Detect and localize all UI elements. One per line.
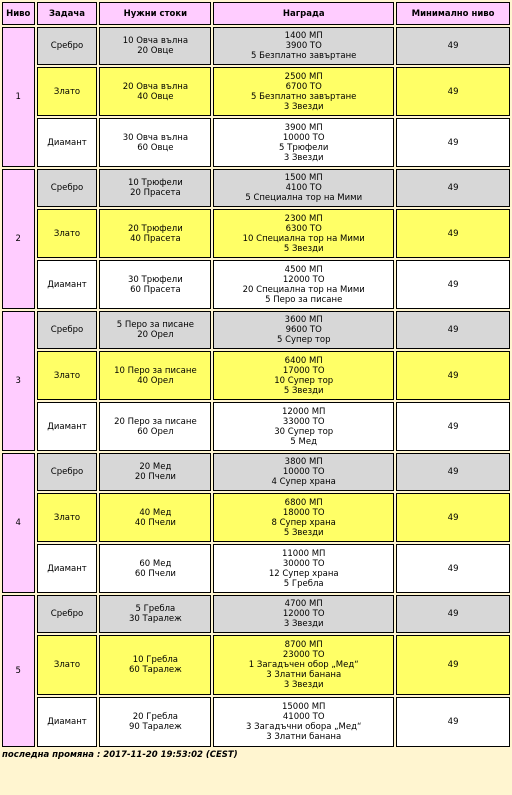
table-row	[2, 260, 510, 309]
reward-line: 1500 МП	[284, 173, 323, 183]
task-cell: Злато	[37, 209, 98, 258]
table-row	[2, 402, 510, 451]
goods-cell	[99, 351, 211, 400]
goods-cell	[99, 635, 211, 695]
reward-line: 3 Звезди	[283, 152, 324, 163]
goods-line: 20 Овце	[137, 46, 174, 56]
reward-cell	[213, 169, 394, 207]
goods-line: 20 Прасета	[130, 188, 181, 198]
reward-line: 6800 МП	[284, 497, 323, 508]
reward-line: 4100 ТО	[285, 183, 322, 193]
reward-line: 10000 ТО	[282, 467, 325, 477]
level-cell: 5	[2, 595, 35, 747]
goods-line: 20 Мед	[139, 462, 172, 472]
reward-line: 12000 МП	[281, 406, 326, 417]
reward-line: 5 Безплатно завъртане	[251, 51, 357, 61]
last-modified: последна промяна : 2017-11-20 19:53:02 (CEST)	[2, 750, 238, 760]
table-row	[2, 209, 510, 258]
reward-line: 5 Звезди	[283, 527, 324, 538]
goods-line: 40 Прасета	[130, 233, 181, 244]
reward-line: 5 Звезди	[283, 385, 324, 396]
goods-line: 30 Таралеж	[128, 614, 182, 624]
header-reward: Награда	[213, 2, 394, 25]
min-level-cell: 49	[396, 27, 510, 65]
reward-line: 5 Гребла	[283, 578, 324, 589]
header-min-level: Минимално ниво	[396, 2, 510, 25]
reward-line: 2500 МП	[284, 71, 323, 82]
reward-line: 23000 ТО	[282, 650, 325, 660]
min-level-cell: 49	[396, 351, 510, 400]
task-cell: Диамант	[37, 118, 98, 167]
min-level-cell: 49	[396, 402, 510, 451]
reward-line: 20 Специална тор на Мими	[242, 284, 365, 295]
reward-line: 5 Трюфели	[279, 142, 329, 153]
goods-cell	[99, 595, 211, 633]
reward-line: 12000 ТО	[282, 274, 325, 285]
reward-line: 1 Загадъчен обор „Мед“	[248, 660, 359, 670]
table-row	[2, 27, 510, 65]
goods-cell	[99, 27, 211, 65]
goods-cell	[99, 311, 211, 349]
task-cell: Злато	[37, 493, 98, 542]
reward-line: 3 Звезди	[283, 680, 324, 690]
goods-line: 60 Прасета	[130, 284, 181, 295]
goods-cell	[99, 493, 211, 542]
goods-cell	[99, 453, 211, 491]
goods-line: 20 Перо за писане	[114, 416, 197, 427]
reward-cell	[213, 67, 394, 116]
goods-line: 30 Овча вълна	[122, 132, 189, 143]
reward-line: 3600 МП	[284, 315, 323, 325]
level-cell: 2	[2, 169, 35, 309]
reward-line: 5 Специална тор на Мими	[245, 193, 363, 203]
reward-line: 33000 ТО	[282, 416, 325, 427]
reward-line: 41000 ТО	[282, 712, 325, 722]
reward-line: 6300 ТО	[285, 223, 322, 234]
reward-cell	[213, 311, 394, 349]
table-row	[2, 697, 510, 747]
goods-line: 5 Гребла	[135, 604, 176, 614]
min-level-cell: 49	[396, 67, 510, 116]
reward-line: 5 Мед	[290, 436, 317, 447]
goods-cell	[99, 209, 211, 258]
goods-line: 40 Орел	[137, 375, 174, 386]
reward-line: 30000 ТО	[282, 558, 325, 569]
reward-line: 5 Звезди	[283, 243, 324, 254]
goods-line: 60 Орел	[137, 426, 174, 437]
reward-line: 8 Супер храна	[271, 517, 336, 528]
reward-line: 3 Загадъчни обора „Мед“	[246, 722, 362, 732]
level-cell: 3	[2, 311, 35, 451]
reward-line: 17000 ТО	[282, 365, 325, 376]
reward-line: 5 Безплатно завъртане	[251, 91, 357, 102]
table-body	[2, 27, 510, 747]
header-task: Задача	[37, 2, 98, 25]
reward-line: 2300 МП	[284, 213, 323, 224]
task-cell: Сребро	[37, 595, 98, 633]
goods-line: 40 Мед	[139, 507, 172, 518]
min-level-cell: 49	[396, 311, 510, 349]
min-level-cell: 49	[396, 169, 510, 207]
goods-cell	[99, 67, 211, 116]
reward-line: 3800 МП	[284, 457, 323, 467]
header-goods: Нужни стоки	[99, 2, 211, 25]
task-cell: Сребро	[37, 27, 98, 65]
table-row	[2, 67, 510, 116]
reward-line: 12000 ТО	[282, 609, 325, 619]
reward-line: 15000 МП	[281, 702, 326, 712]
min-level-cell: 49	[396, 260, 510, 309]
reward-line: 10 Специална тор на Мими	[242, 233, 365, 244]
min-level-cell: 49	[396, 697, 510, 747]
reward-line: 4 Супер храна	[271, 477, 336, 487]
table-row	[2, 544, 510, 593]
goods-line: 60 Таралеж	[128, 665, 182, 675]
reward-line: 4500 МП	[284, 264, 323, 275]
reward-cell	[213, 453, 394, 491]
reward-line: 10000 ТО	[282, 132, 325, 143]
reward-line: 9600 ТО	[285, 325, 322, 335]
reward-line: 3900 МП	[284, 122, 323, 133]
reward-line: 12 Супер храна	[268, 568, 339, 579]
header-level: Ниво	[2, 2, 35, 25]
level-cell: 4	[2, 453, 35, 593]
task-cell: Диамант	[37, 402, 98, 451]
min-level-cell: 49	[396, 209, 510, 258]
goods-line: 40 Пчели	[134, 517, 176, 528]
reward-line: 11000 МП	[281, 548, 326, 559]
task-cell: Сребро	[37, 311, 98, 349]
table-row	[2, 493, 510, 542]
goods-line: 20 Пчели	[134, 472, 176, 482]
goods-cell	[99, 169, 211, 207]
goods-cell	[99, 118, 211, 167]
task-cell: Сребро	[37, 169, 98, 207]
goods-cell	[99, 402, 211, 451]
reward-line: 1400 МП	[284, 31, 323, 41]
reward-cell	[213, 595, 394, 633]
task-cell: Диамант	[37, 544, 98, 593]
reward-line: 18000 ТО	[282, 507, 325, 518]
reward-cell	[213, 27, 394, 65]
reward-cell	[213, 118, 394, 167]
reward-line: 8700 МП	[284, 640, 323, 650]
goods-line: 20 Гребла	[132, 712, 178, 722]
reward-line: 6400 МП	[284, 355, 323, 366]
reward-cell	[213, 544, 394, 593]
goods-line: 60 Мед	[139, 558, 172, 569]
task-cell: Сребро	[37, 453, 98, 491]
task-cell: Злато	[37, 351, 98, 400]
reward-line: 3 Звезди	[283, 101, 324, 112]
goods-line: 10 Перо за писане	[114, 365, 197, 376]
task-cell: Злато	[37, 67, 98, 116]
goods-line: 90 Таралеж	[128, 722, 182, 732]
reward-line: 3 Звезди	[283, 619, 324, 629]
reward-cell	[213, 493, 394, 542]
reward-cell	[213, 351, 394, 400]
table-row	[2, 595, 510, 633]
task-cell: Злато	[37, 635, 98, 695]
reward-cell	[213, 209, 394, 258]
goods-line: 30 Трюфели	[128, 274, 183, 285]
goods-line: 20 Овча вълна	[122, 81, 189, 92]
reward-line: 10 Супер тор	[274, 375, 334, 386]
table-row	[2, 118, 510, 167]
goods-line: 10 Гребла	[132, 655, 178, 665]
min-level-cell: 49	[396, 544, 510, 593]
min-level-cell: 49	[396, 595, 510, 633]
table-row	[2, 635, 510, 695]
reward-cell	[213, 402, 394, 451]
goods-line: 10 Овча вълна	[122, 36, 189, 46]
goods-line: 20 Трюфели	[128, 223, 183, 234]
reward-line: 3900 ТО	[285, 41, 322, 51]
reward-cell	[213, 697, 394, 747]
goods-cell	[99, 260, 211, 309]
goods-line: 5 Перо за писане	[116, 320, 194, 330]
table-row	[2, 351, 510, 400]
goods-line: 20 Орел	[137, 330, 174, 340]
level-cell: 1	[2, 27, 35, 167]
goods-cell	[99, 544, 211, 593]
goods-line: 40 Овце	[137, 91, 174, 102]
reward-line: 30 Супер тор	[274, 426, 334, 437]
table-row	[2, 311, 510, 349]
reward-line: 3 Златни банана	[266, 670, 342, 680]
reward-line: 6700 ТО	[285, 81, 322, 92]
reward-line: 4700 МП	[284, 599, 323, 609]
table-row	[2, 453, 510, 491]
goods-line: 60 Пчели	[134, 568, 176, 579]
min-level-cell: 49	[396, 118, 510, 167]
min-level-cell: 49	[396, 635, 510, 695]
goods-line: 60 Овце	[137, 142, 174, 153]
table-row	[2, 169, 510, 207]
reward-line: 3 Златни банана	[266, 732, 342, 742]
header-row	[2, 2, 510, 25]
reward-cell	[213, 635, 394, 695]
reward-cell	[213, 260, 394, 309]
min-level-cell: 49	[396, 453, 510, 491]
task-cell: Диамант	[37, 260, 98, 309]
reward-line: 5 Перо за писане	[265, 294, 343, 305]
goods-cell	[99, 697, 211, 747]
goods-line: 10 Трюфели	[128, 178, 183, 188]
task-cell: Диамант	[37, 697, 98, 747]
min-level-cell: 49	[396, 493, 510, 542]
reward-line: 5 Супер тор	[276, 335, 331, 345]
